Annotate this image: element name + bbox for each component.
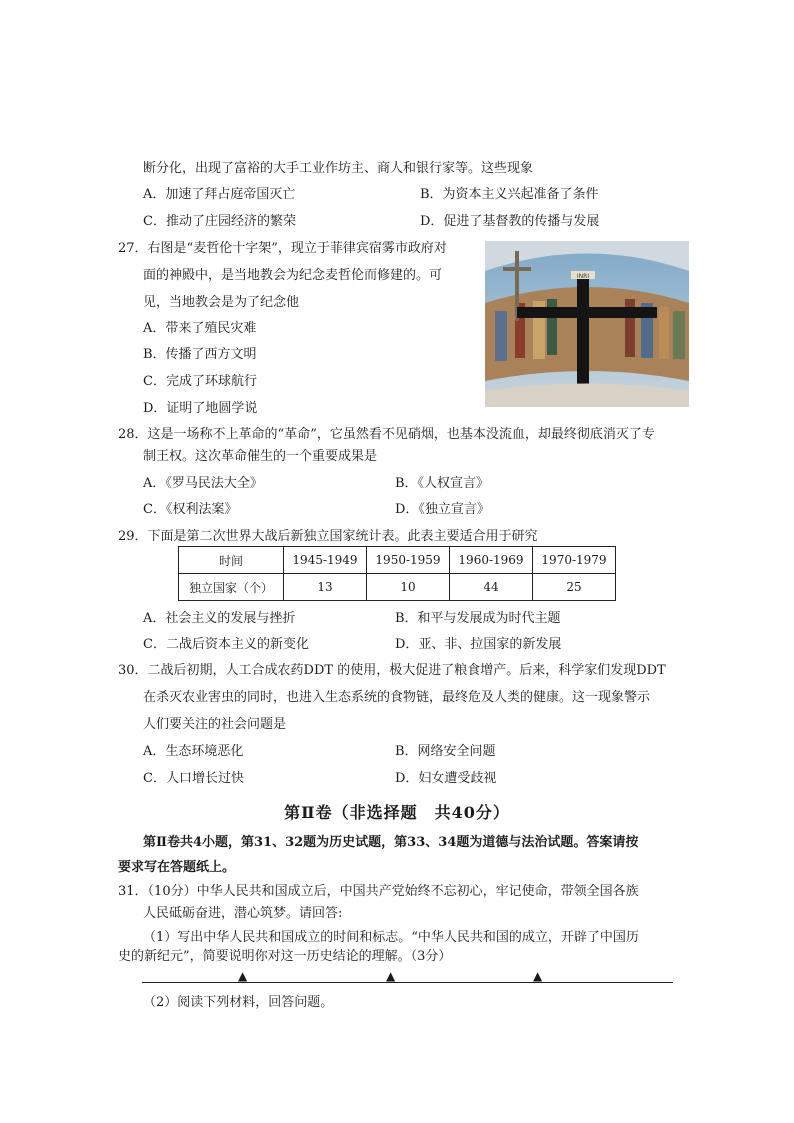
q28-option-a: A．《罗马民法大全》 <box>143 476 263 491</box>
period-cell: 1950-1959 <box>367 547 450 574</box>
count-cell: 44 <box>450 574 533 601</box>
table-header-label: 时间 <box>179 547 284 574</box>
q28-stem-line1: 28．这是一场称不上革命的“革命”，它虽然看不见硝烟，也基本没流血，却最终彻底消灭了专 <box>118 427 655 442</box>
q27-option-a: A．带来了殖民灾难 <box>143 321 257 336</box>
q29-stem-line1: 29．下面是第二次世界大战后新独立国家统计表。此表主要适合用于研究 <box>118 529 538 544</box>
q30-option-d: D．妇女遭受歧视 <box>395 771 497 786</box>
answer-marker-icon: ▲ <box>386 969 396 983</box>
section-intro-line1: 第Ⅱ卷共4小题，第31、32题为历史试题，第33、34题为道德与法治试题。答案请按 <box>143 835 639 850</box>
q26-option-a: A．加速了拜占庭帝国灭亡 <box>143 187 296 202</box>
q28-option-d: D．《独立宣言》 <box>395 502 490 517</box>
q30-option-a: A．生态环境恶化 <box>143 744 244 759</box>
q26-stem-tail: 断分化，出现了富裕的大手工业作坊主、商人和银行家等。这些现象 <box>143 161 534 176</box>
count-cell: 25 <box>533 574 616 601</box>
independent-countries-table <box>178 546 616 601</box>
q30-option-b: B．网络安全问题 <box>395 744 496 759</box>
q28-option-c: C．《权利法案》 <box>143 502 238 517</box>
q26-option-c: C．推动了庄园经济的繁荣 <box>143 214 296 229</box>
q27-option-b: B．传播了西方文明 <box>143 347 257 362</box>
answer-marker-icon: ▲ <box>238 969 248 983</box>
q26-option-b: B．为资本主义兴起准备了条件 <box>420 187 599 202</box>
q26-option-d: D．促进了基督教的传播与发展 <box>420 214 600 229</box>
section-title: 第Ⅱ卷（非选择题 共40分） <box>284 803 510 822</box>
table-row-label: 独立国家（个） <box>179 574 284 601</box>
q30-stem-line1: 30．二战后初期，人工合成农药DDT 的使用，极大促进了粮食增产。后来，科学家们发现DDT <box>118 663 666 678</box>
q31-stem-line1: 31．（10分）中华人民共和国成立后，中国共产党始终不忘初心，牢记使命，带领全国各族 <box>118 884 639 899</box>
q29-option-a: A．社会主义的发展与挫折 <box>143 611 296 626</box>
magellan-cross-photo <box>485 241 689 407</box>
period-cell: 1970-1979 <box>533 547 616 574</box>
q29-option-b: B．和平与发展成为时代主题 <box>395 611 561 626</box>
q31-sub1-line1: （1）写出中华人民共和国成立的时间和标志。“中华人民共和国的成立，开辟了中国历 <box>143 930 639 945</box>
section-intro-line2: 要求写在答题纸上。 <box>118 860 236 875</box>
q30-option-c: C．人口增长过快 <box>143 771 244 786</box>
q29-option-d: D．亚、非、拉国家的新发展 <box>395 637 562 652</box>
table-row <box>179 547 616 574</box>
answer-marker-icon: ▲ <box>533 969 543 983</box>
q31-stem-line2: 人民砥砺奋进，潜心筑梦。请回答: <box>143 906 343 921</box>
answer-line[interactable] <box>142 982 673 983</box>
q27-stem-line2: 面的神殿中，是当地教会为纪念麦哲伦而修建的。可 <box>143 268 443 283</box>
count-cell: 13 <box>284 574 367 601</box>
table-row <box>179 574 616 601</box>
q27-stem-line3: 见，当地教会是为了纪念他 <box>143 295 300 310</box>
q31-sub2: （2）阅读下列材料，回答问题。 <box>143 995 334 1010</box>
q30-stem-line3: 人们要关注的社会问题是 <box>143 717 287 732</box>
q28-stem-line2: 制王权。这次革命催生的一个重要成果是 <box>143 449 378 464</box>
q27-option-c: C．完成了环球航行 <box>143 374 257 389</box>
q29-option-c: C．二战后资本主义的新变化 <box>143 637 309 652</box>
q27-stem-line1: 27．右图是“麦哲伦十字架”，现立于菲律宾宿雾市政府对 <box>118 241 447 256</box>
q27-option-d: D．证明了地圆学说 <box>143 401 258 416</box>
q31-sub1-line2: 史的新纪元”，简要说明你对这一历史结论的理解。（3分） <box>118 949 452 964</box>
q30-stem-line2: 在杀灭农业害虫的同时，也进入生态系统的食物链，最终危及人类的健康。这一现象警示 <box>143 690 651 705</box>
period-cell: 1945-1949 <box>284 547 367 574</box>
period-cell: 1960-1969 <box>450 547 533 574</box>
q28-option-b: B．《人权宣言》 <box>395 476 490 491</box>
count-cell: 10 <box>367 574 450 601</box>
cross-sign-text: INRI <box>576 273 590 280</box>
